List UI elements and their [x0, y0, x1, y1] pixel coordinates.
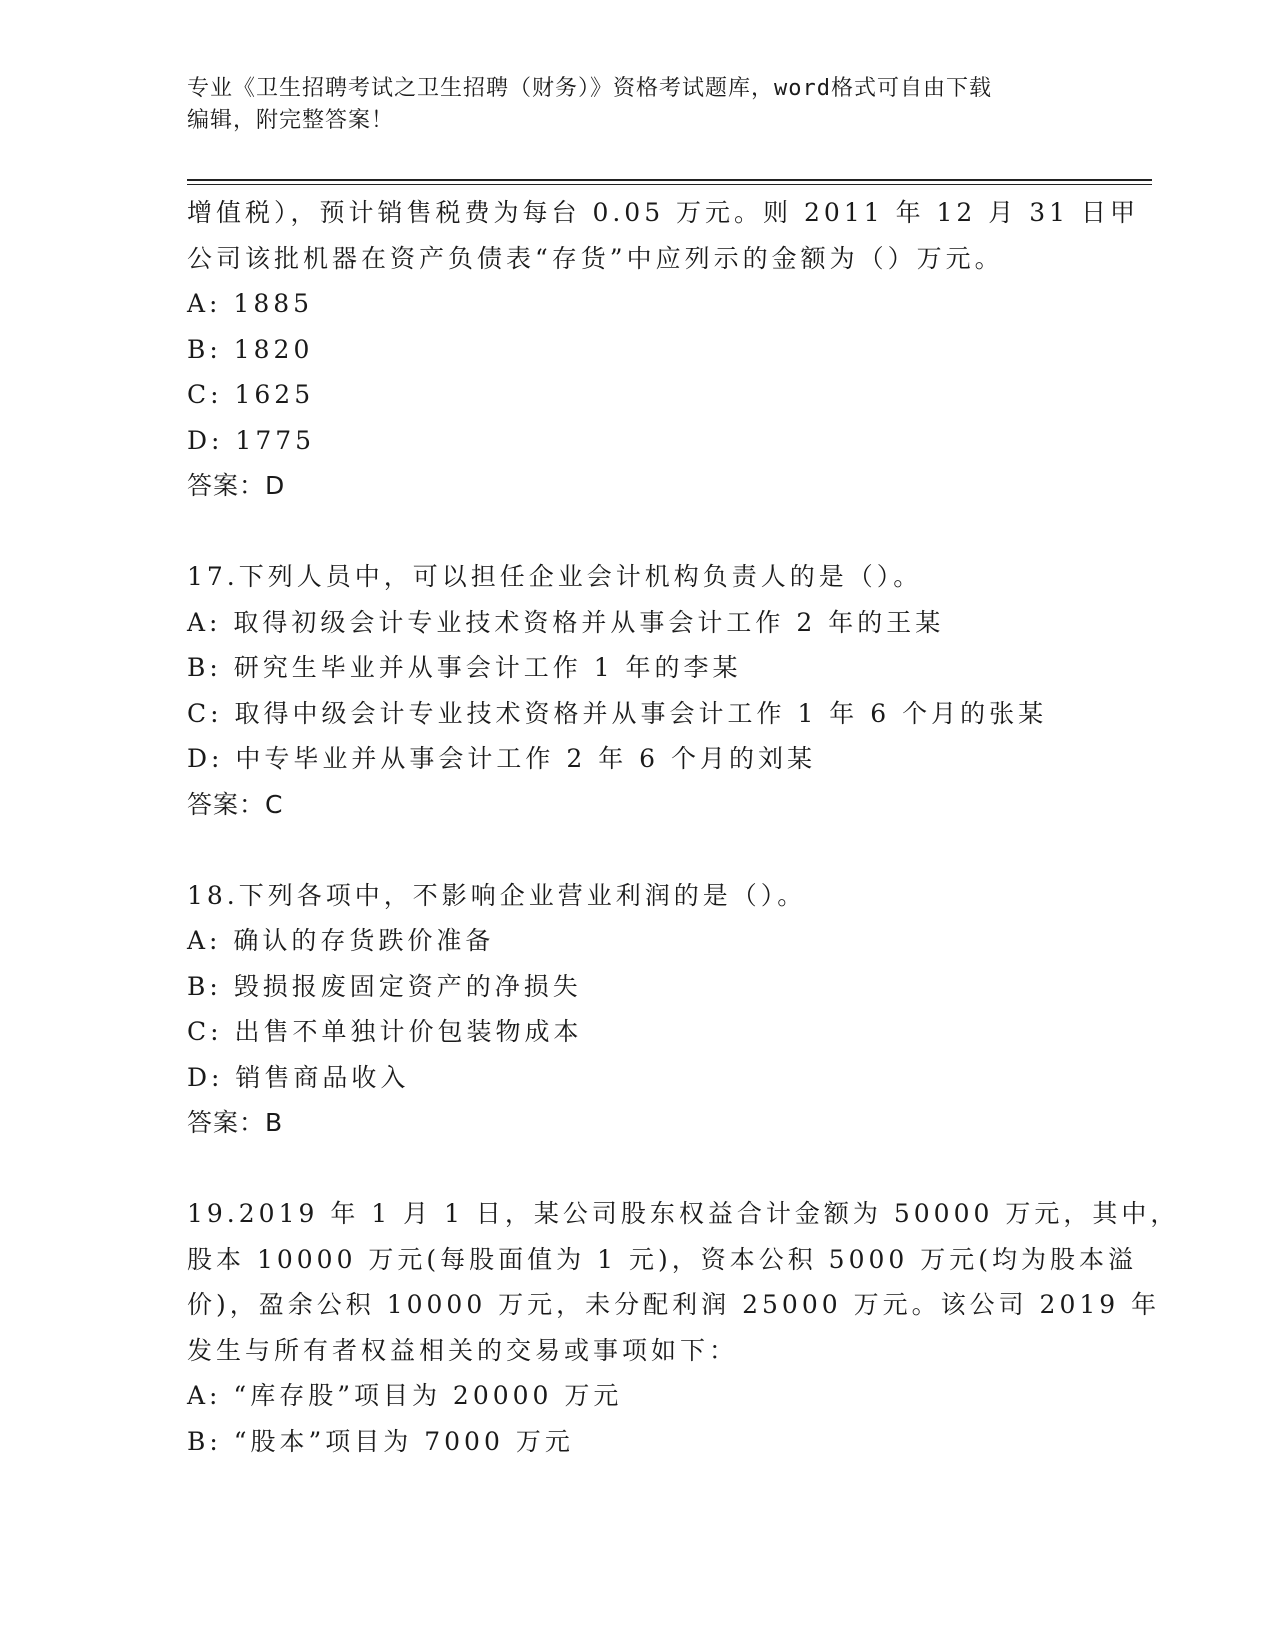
header-line-1: 专业《卫生招聘考试之卫生招聘（财务）》资格考试题库，word格式可自由下载: [187, 76, 992, 101]
answer: 答案：C: [187, 789, 284, 819]
question-stem: 19.2019 年 1 月 1 日，某公司股东权益合计金额为 50000 万元，其中，: [187, 1199, 1180, 1228]
option-d: D: 中专毕业并从事会计工作 2 年 6 个月的刘某: [187, 744, 817, 773]
question-17: [187, 554, 1087, 827]
option-a: A: 取得初级会计专业技术资格并从事会计工作 2 年的王某: [187, 607, 945, 637]
option-b: B: 毁损报废固定资产的净损失: [187, 971, 582, 1001]
option-b: B: 研究生毕业并从事会计工作 1 年的李某: [187, 653, 742, 682]
question-list: [187, 190, 1180, 1464]
question-stem: 价)，盈余公积 10000 万元，未分配利润 25000 万元。该公司 2019 年: [187, 1290, 1161, 1319]
option-d: D: 销售商品收入: [187, 1062, 410, 1092]
question-18: [187, 873, 1087, 1146]
question-stem: 发生与所有者权益相关的交易或事项如下：: [187, 1335, 739, 1365]
question-text: 公司该批机器在资产负债表“存货”中应列示的金额为（）万元。: [187, 243, 1004, 273]
answer: 答案：B: [187, 1108, 284, 1137]
header-divider-thin: [187, 184, 1152, 185]
answer: 答案：D: [187, 471, 286, 500]
question-stem: 股本 10000 万元(每股面值为 1 元)，资本公积 5000 万元(均为股本溢: [187, 1244, 1138, 1274]
option-b: B: 1820: [187, 334, 314, 364]
question-stem: 18.下列各项中，不影响企业营业利润的是（）。: [187, 880, 807, 910]
option-c: C: 出售不单独计价包装物成本: [187, 1017, 583, 1046]
question-text: 增值税），预计销售税费为每台 0.05 万元。则 2011 年 12 月 31 日甲: [187, 198, 1139, 227]
spacer: [187, 827, 1087, 873]
option-c: C: 1625: [187, 380, 315, 409]
option-a: A: 确认的存货跌价准备: [187, 926, 495, 955]
question-stem: 17.下列人员中，可以担任企业会计机构负责人的是（）。: [187, 562, 923, 591]
header-divider-thick: [187, 179, 1152, 181]
option-a: A: 1885: [187, 289, 314, 318]
spacer: [187, 1146, 1087, 1192]
option-b: B: “股本”项目为 7000 万元: [187, 1426, 574, 1456]
question-16: [187, 190, 1139, 509]
question-19: [187, 1191, 1180, 1464]
header-line-2: 编辑，附完整答案！: [187, 108, 395, 133]
option-c: C: 取得中级会计专业技术资格并从事会计工作 1 年 6 个月的张某: [187, 698, 1048, 728]
option-a: A: “库存股”项目为 20000 万元: [187, 1381, 623, 1410]
spacer: [187, 509, 1087, 555]
option-d: D: 1775: [187, 425, 316, 455]
page-header: [187, 73, 1067, 137]
